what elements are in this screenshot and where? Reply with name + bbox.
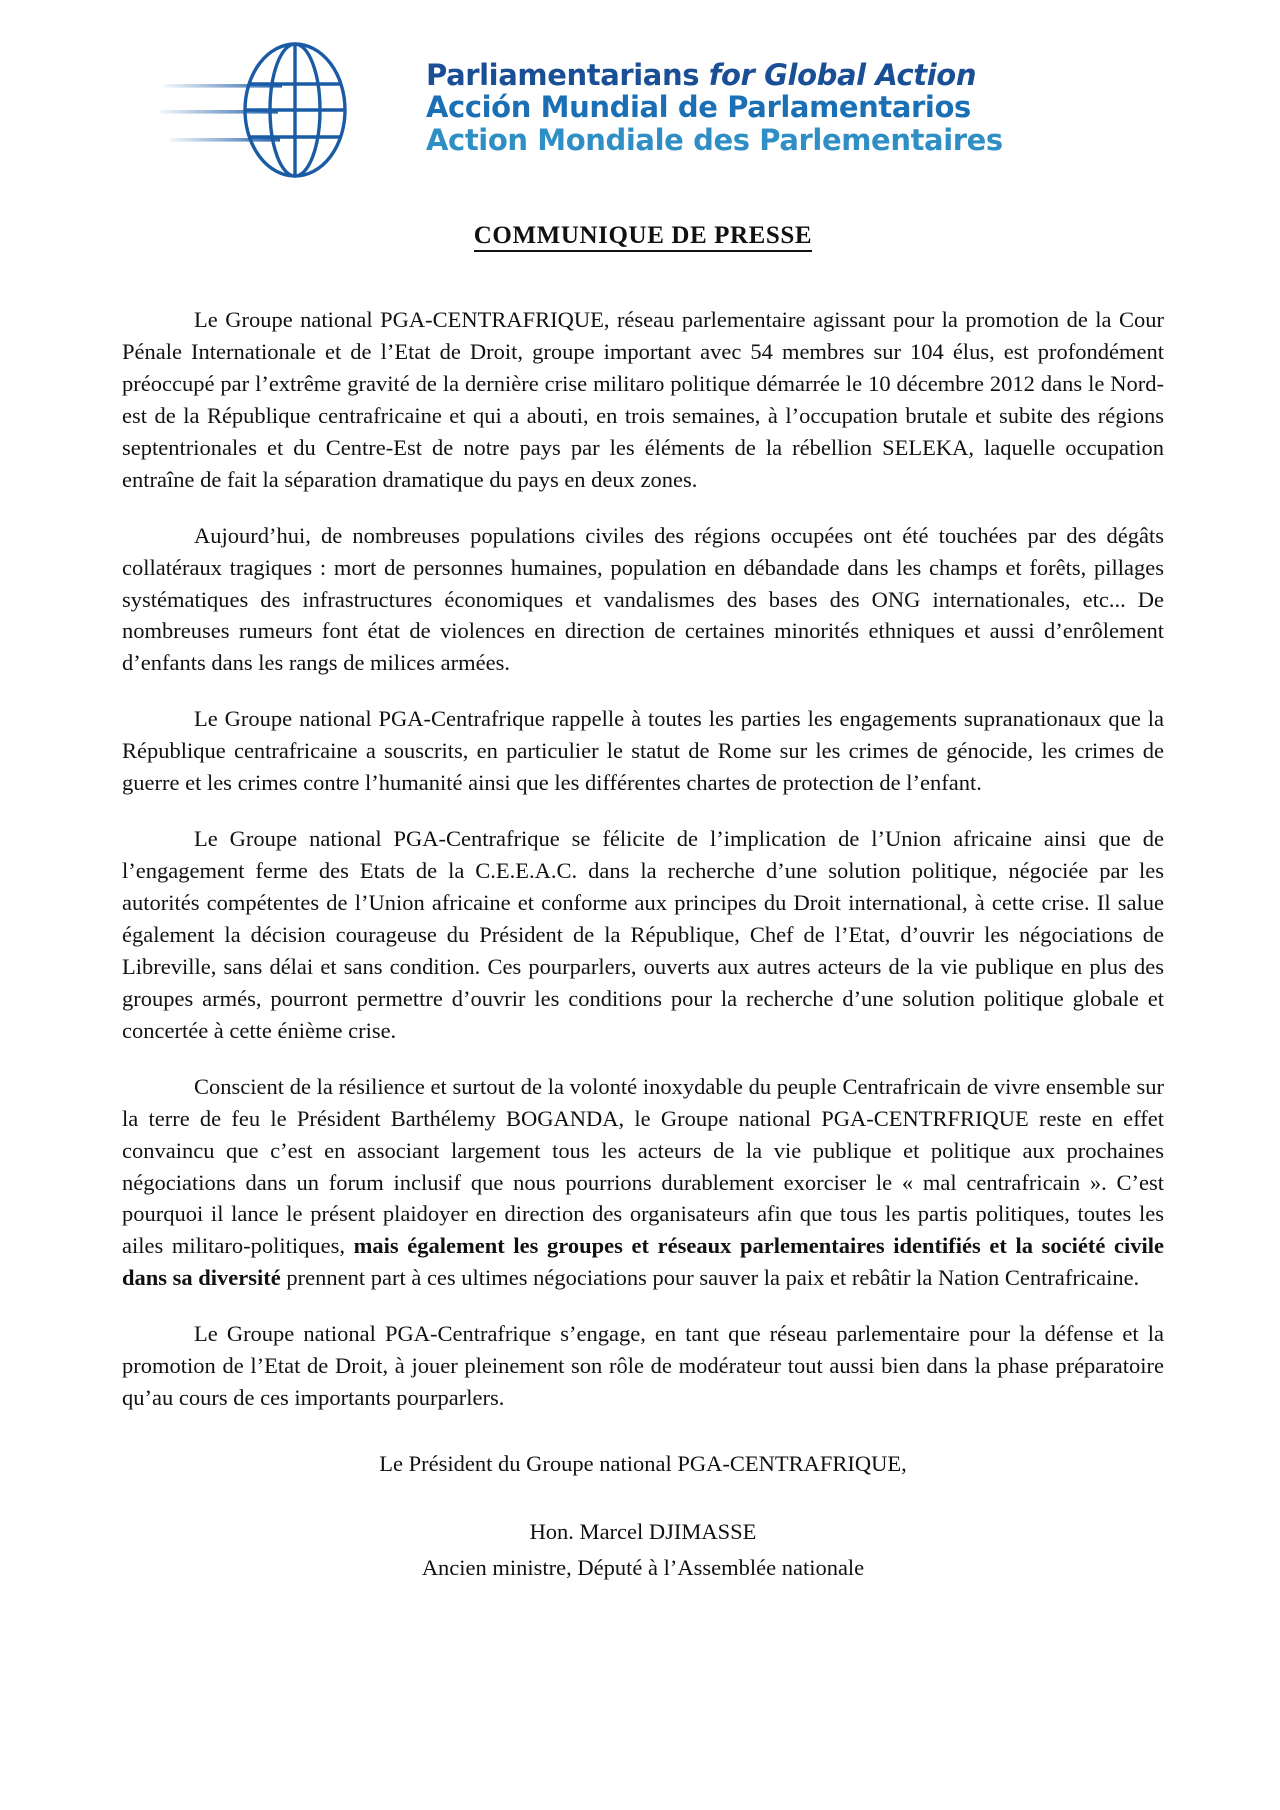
paragraph-5-part-a: Conscient de la résilience et surtout de la volonté inoxydable du peuple Centrafricain de vivre ensemble sur la terre de feu le Président Barthélemy BOGANDA, le Groupe national PGA-CENTRFRIQUE reste en effet convaincu que c’est en associant largement tous les acteurs de la vie publique et politique aux prochaines négociations dans un forum inclusif que nous pourrions durablement exorciser le « mal centrafricain ». C’est pourquoi il lance le présent plaidoyer en direction des organisateurs afin que tous les partis politiques, toutes les ailes militaro-politiques, <box>122 1073 1164 1259</box>
logo-wordmark <box>426 57 1003 157</box>
paragraph-3: Le Groupe national PGA-Centrafrique rappelle à toutes les parties les engagements supranationaux que la République centrafricaine a souscrits, en particulier le statut de Rome sur les crimes de génocide, les crimes de guerre et les crimes contre l’humanité ainsi que les différentes chartes de protection de l’enfant. <box>122 706 1164 796</box>
page-title <box>122 222 1164 252</box>
document-body <box>122 304 1164 1414</box>
paragraph-2: Aujourd’hui, de nombreuses populations civiles des régions occupées ont été touchées par des dégâts collatéraux tragiques : mort de personnes humaines, population en débandade dans les champs et forêts, pillages systématiques des infrastructures économiques et vandalismes des bases des ONG internationales, etc... De nombreuses rumeurs font état de violences en direction de certaines minorités ethniques et aussi d’enrôlement d’enfants dans les rangs de milices armées. <box>122 522 1164 676</box>
signatory-name: Hon. Marcel DJIMASSE <box>529 1519 757 1544</box>
signatory-role: Le Président du Groupe national PGA-CENTRAFRIQUE, <box>379 1451 907 1477</box>
logo-line-english-italic: for Global Action <box>708 57 977 92</box>
paragraph-5-emphasis: mais également les groupes et réseaux parlementaires identifiés et la société civile dans sa diversité <box>122 1233 1164 1291</box>
paragraph-5 <box>122 1071 1164 1295</box>
paragraph-6: Le Groupe national PGA-Centrafrique s’engage, en tant que réseau parlementaire pour la défense et la promotion de l’Etat de Droit, à jouer pleinement son rôle de modérateur tout aussi bien dans la phase préparatoire qu’au cours de ces importants pourparlers. <box>122 1321 1164 1411</box>
logo-speed-lines <box>160 84 282 142</box>
letterhead <box>0 38 1280 178</box>
logo-line-french: Action Mondiale des Parlementaires <box>426 122 1003 157</box>
signatory-title: Ancien ministre, Député à l’Assemblée nationale <box>421 1554 865 1580</box>
pga-logo <box>160 38 1003 178</box>
paragraph-4: Le Groupe national PGA-Centrafrique se félicite de l’implication de l’Union africaine ainsi que de l’engagement ferme des Etats de la C.E.E.A.C. dans la recherche d’une solution politique, négociée par les autorités compétentes de l’Union africaine et conforme aux principes du Droit international, à cette crise. Il salue également la décision courageuse du Président de la République, Chef de l’Etat, d’ouvrir les négociations de Libreville, sans délai et sans condition. Ces pourparlers, ouverts aux autres acteurs de la vie publique en plus des groupes armés, pourront permettre d’ouvrir les conditions pour la recherche d’une solution politique globale et concertée à cette énième crise. <box>122 826 1164 1043</box>
page-title-text: COMMUNIQUE DE PRESSE <box>474 222 812 252</box>
logo-line-english-regular: Parliamentarians <box>426 57 709 92</box>
logo-globe <box>245 44 345 176</box>
press-release-document <box>122 210 1164 1584</box>
logo-line-spanish: Acción Mundial de Parlamentarios <box>426 90 971 125</box>
signature-block <box>122 1448 1164 1584</box>
paragraph-5-part-b: prennent part à ces ultimes négociations pour sauver la paix et rebâtir la Nation Centrafricaine. <box>280 1265 1140 1291</box>
logo-line-english <box>426 57 1003 92</box>
globe-icon <box>160 38 420 178</box>
paragraph-1: Le Groupe national PGA-CENTRAFRIQUE, réseau parlementaire agissant pour la promotion de la Cour Pénale Internationale et de l’Etat de Droit, groupe important avec 54 membres sur 104 élus, est profondément préoccupé par l’extrême gravité de la dernière crise militaro politique démarrée le 10 décembre 2012 dans le Nord-est de la République centrafricaine et qui a abouti, en trois semaines, à l’occupation brutale et subite des régions septentrionales et du Centre-Est de notre pays par les éléments de la rébellion SELEKA, laquelle occupation entraîne de fait la séparation dramatique du pays en deux zones. <box>122 307 1164 492</box>
